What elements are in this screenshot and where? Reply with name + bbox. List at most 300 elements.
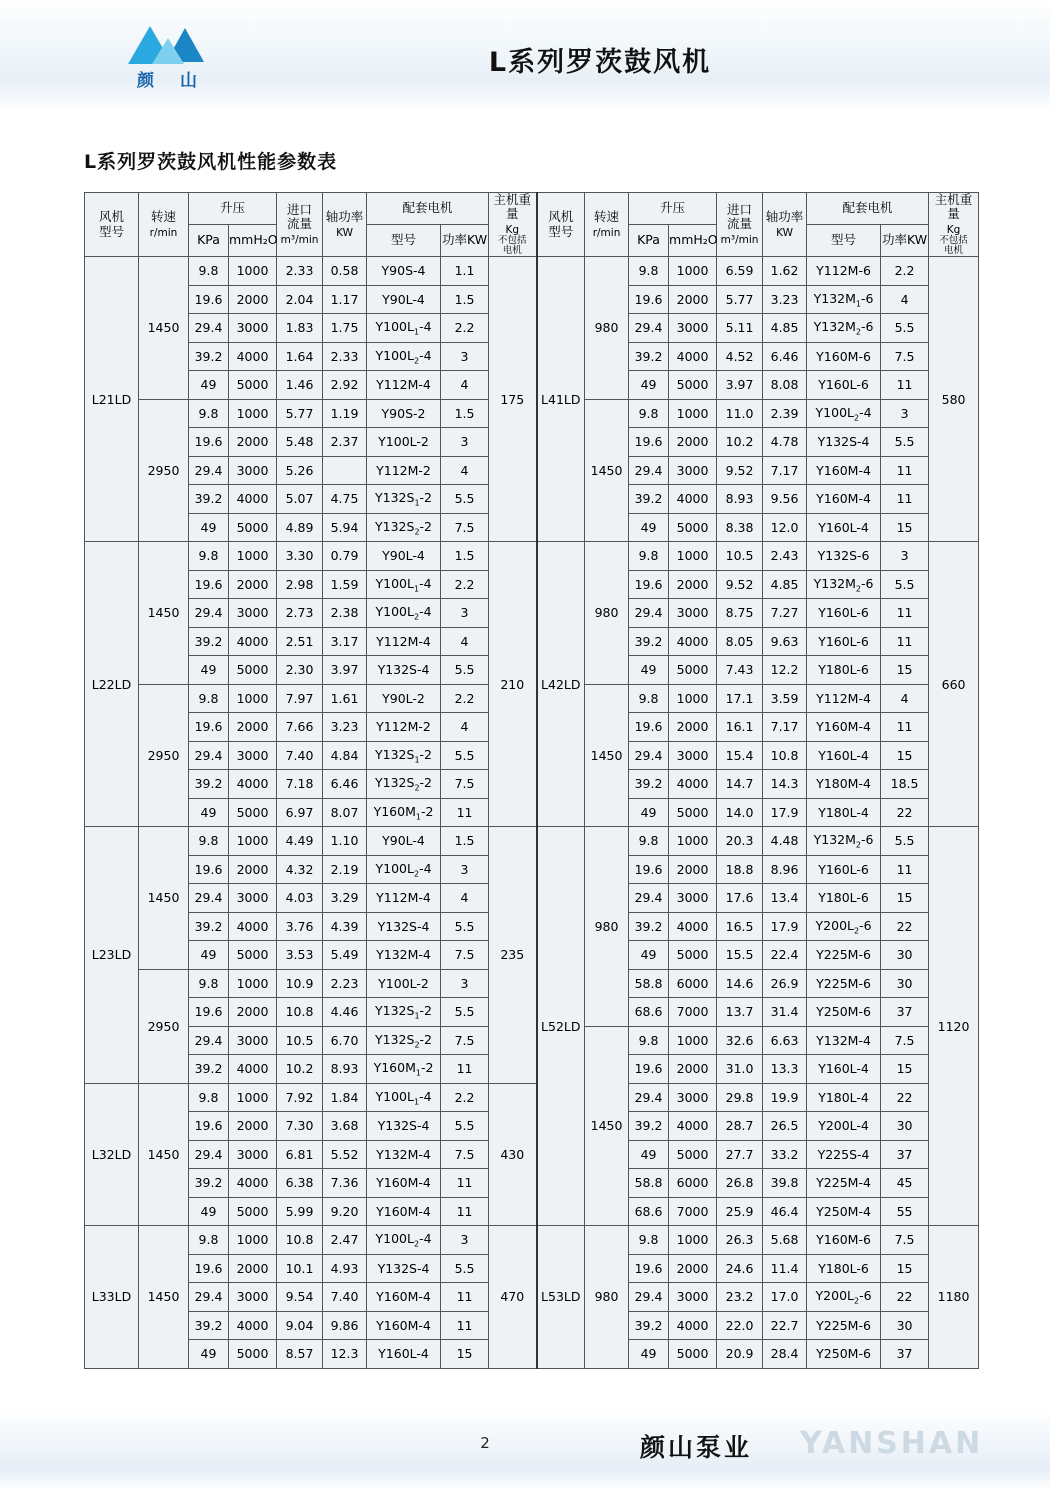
- cell-mmh2o: 1000: [669, 684, 717, 713]
- cell-flow: 6.97: [277, 798, 323, 827]
- cell-kpa: 29.4: [189, 599, 229, 628]
- cell-motor-power: 5.5: [441, 485, 489, 514]
- th-motor-right: 配套电机: [807, 193, 929, 225]
- cell-motor-power: 15: [881, 513, 929, 542]
- cell-motor-model: Y160L-6: [807, 599, 881, 628]
- cell-mmh2o: 2000: [669, 570, 717, 599]
- cell-motor-power: 11: [881, 599, 929, 628]
- cell-flow: 2.98: [277, 570, 323, 599]
- cell-mmh2o: 4000: [229, 1311, 277, 1340]
- cell-motor-power: 4: [441, 627, 489, 656]
- cell-shaft: 4.85: [763, 570, 807, 599]
- cell-shaft: 22.4: [763, 941, 807, 970]
- cell-rpm: 1450: [585, 684, 629, 827]
- cell-motor-power: 4: [441, 371, 489, 400]
- cell-shaft: 7.27: [763, 599, 807, 628]
- cell-mmh2o: 5000: [669, 656, 717, 685]
- cell-flow: 20.9: [717, 1340, 763, 1369]
- cell-kpa: 9.8: [629, 257, 669, 286]
- th-motor-model-left: 型号: [367, 225, 441, 257]
- cell-mmh2o: 1000: [229, 1083, 277, 1112]
- cell-kpa: 68.6: [629, 998, 669, 1027]
- cell-weight: 660: [929, 542, 979, 827]
- cell-motor-model: Y160M-4: [807, 713, 881, 742]
- cell-motor-power: 5.5: [441, 998, 489, 1027]
- cell-model: L32LD: [85, 1083, 139, 1226]
- cell-kpa: 19.6: [629, 713, 669, 742]
- th-kpa-right: KPa: [629, 225, 669, 257]
- cell-shaft: 28.4: [763, 1340, 807, 1369]
- cell-mmh2o: 3000: [669, 1083, 717, 1112]
- cell-motor-power: 3: [441, 969, 489, 998]
- cell-shaft: 1.62: [763, 257, 807, 286]
- th-mmh2o-right: mmH₂O: [669, 225, 717, 257]
- cell-flow: 28.7: [717, 1112, 763, 1141]
- cell-motor-model: $Y132S_2-2$: [367, 513, 441, 542]
- cell-rpm: 2950: [139, 399, 189, 542]
- cell-weight: 580: [929, 257, 979, 542]
- cell-motor-power: 3: [441, 428, 489, 457]
- performance-table: [84, 192, 979, 1369]
- cell-shaft: 7.17: [763, 456, 807, 485]
- cell-motor-power: 11: [881, 855, 929, 884]
- cell-mmh2o: 2000: [229, 285, 277, 314]
- cell-shaft: 4.93: [323, 1254, 367, 1283]
- footer-brand-cn: 颜山泵业: [640, 1433, 753, 1462]
- cell-shaft: 12.3: [323, 1340, 367, 1369]
- th-flow-right: 进口 流量 m³/min: [717, 193, 763, 257]
- cell-shaft: 17.9: [763, 798, 807, 827]
- cell-kpa: 39.2: [629, 1311, 669, 1340]
- cell-mmh2o: 2000: [669, 428, 717, 457]
- cell-kpa: 19.6: [189, 855, 229, 884]
- cell-motor-power: 11: [441, 1055, 489, 1084]
- cell-motor-model: $Y160M_1-2$: [367, 798, 441, 827]
- cell-flow: 1.64: [277, 342, 323, 371]
- cell-motor-model: Y180L-6: [807, 884, 881, 913]
- cell-shaft: 4.39: [323, 912, 367, 941]
- cell-motor-model: $Y132S_1-2$: [367, 485, 441, 514]
- cell-motor-model: Y250M-6: [807, 1340, 881, 1369]
- footer-brand-en: YANSHAN: [800, 1426, 984, 1461]
- cell-motor-model: Y180M-4: [807, 770, 881, 799]
- cell-motor-model: Y132M-4: [367, 941, 441, 970]
- cell-kpa: 29.4: [189, 314, 229, 343]
- cell-shaft: 13.3: [763, 1055, 807, 1084]
- cell-motor-model: $Y100L_2-4$: [367, 1226, 441, 1255]
- cell-shaft: 1.84: [323, 1083, 367, 1112]
- cell-mmh2o: 5000: [669, 1340, 717, 1369]
- cell-mmh2o: 1000: [669, 827, 717, 856]
- cell-flow: 3.97: [717, 371, 763, 400]
- cell-flow: 16.5: [717, 912, 763, 941]
- cell-shaft: 13.4: [763, 884, 807, 913]
- cell-mmh2o: 4000: [229, 770, 277, 799]
- cell-mmh2o: 3000: [669, 884, 717, 913]
- cell-shaft: 0.79: [323, 542, 367, 571]
- cell-kpa: 29.4: [189, 884, 229, 913]
- cell-kpa: 39.2: [189, 1055, 229, 1084]
- cell-flow: 15.4: [717, 741, 763, 770]
- cell-motor-power: 11: [441, 798, 489, 827]
- cell-flow: 7.97: [277, 684, 323, 713]
- cell-mmh2o: 5000: [669, 798, 717, 827]
- cell-mmh2o: 5000: [669, 1140, 717, 1169]
- cell-motor-power: 18.5: [881, 770, 929, 799]
- cell-rpm: 1450: [139, 257, 189, 400]
- cell-motor-model: Y180L-4: [807, 798, 881, 827]
- cell-shaft: 2.33: [323, 342, 367, 371]
- cell-motor-model: Y132S-4: [807, 428, 881, 457]
- cell-motor-model: Y132S-6: [807, 542, 881, 571]
- cell-mmh2o: 3000: [669, 1283, 717, 1312]
- cell-motor-model: Y132S-4: [367, 1254, 441, 1283]
- cell-motor-model: Y112M-4: [367, 371, 441, 400]
- cell-shaft: 12.0: [763, 513, 807, 542]
- cell-shaft: 7.17: [763, 713, 807, 742]
- cell-motor-model: $Y100L_2-4$: [807, 399, 881, 428]
- cell-flow: 5.77: [277, 399, 323, 428]
- cell-motor-model: $Y132S_1-2$: [367, 741, 441, 770]
- cell-kpa: 29.4: [629, 741, 669, 770]
- cell-motor-power: 30: [881, 1112, 929, 1141]
- cell-motor-power: 22: [881, 1283, 929, 1312]
- cell-flow: 10.2: [717, 428, 763, 457]
- cell-motor-power: 2.2: [881, 257, 929, 286]
- cell-mmh2o: 3000: [669, 599, 717, 628]
- cell-flow: 4.03: [277, 884, 323, 913]
- cell-mmh2o: 4000: [229, 342, 277, 371]
- cell-kpa: 9.8: [189, 684, 229, 713]
- cell-shaft: 8.07: [323, 798, 367, 827]
- cell-motor-power: 2.2: [441, 1083, 489, 1112]
- cell-motor-power: 4: [441, 713, 489, 742]
- cell-motor-power: 3: [881, 399, 929, 428]
- cell-kpa: 9.8: [189, 257, 229, 286]
- cell-motor-model: Y160M-6: [807, 342, 881, 371]
- cell-motor-model: Y160M-4: [807, 485, 881, 514]
- cell-flow: 23.2: [717, 1283, 763, 1312]
- cell-kpa: 39.2: [629, 770, 669, 799]
- cell-motor-model: $Y100L_1-4$: [367, 1083, 441, 1112]
- cell-motor-power: 11: [441, 1169, 489, 1198]
- cell-mmh2o: 5000: [229, 1197, 277, 1226]
- cell-flow: 8.75: [717, 599, 763, 628]
- cell-flow: 11.0: [717, 399, 763, 428]
- cell-motor-power: 1.5: [441, 285, 489, 314]
- cell-kpa: 9.8: [189, 1083, 229, 1112]
- cell-motor-power: 5.5: [441, 656, 489, 685]
- cell-motor-model: Y90S-4: [367, 257, 441, 286]
- cell-motor-model: Y180L-4: [807, 1083, 881, 1112]
- cell-motor-model: Y160L-4: [807, 513, 881, 542]
- cell-motor-power: 15: [881, 884, 929, 913]
- cell-mmh2o: 5000: [229, 656, 277, 685]
- cell-kpa: 29.4: [629, 456, 669, 485]
- cell-shaft: 8.08: [763, 371, 807, 400]
- cell-mmh2o: 1000: [229, 827, 277, 856]
- cell-flow: 9.52: [717, 570, 763, 599]
- cell-motor-power: 7.5: [881, 1226, 929, 1255]
- cell-motor-model: $Y100L_2-4$: [367, 855, 441, 884]
- cell-mmh2o: 1000: [669, 399, 717, 428]
- cell-motor-power: 4: [441, 456, 489, 485]
- cell-mmh2o: 5000: [229, 371, 277, 400]
- cell-motor-power: 1.5: [441, 542, 489, 571]
- cell-shaft: 1.75: [323, 314, 367, 343]
- cell-flow: 7.43: [717, 656, 763, 685]
- cell-shaft: 5.49: [323, 941, 367, 970]
- cell-motor-model: $Y100L_1-4$: [367, 314, 441, 343]
- cell-motor-model: $Y132S_2-2$: [367, 770, 441, 799]
- cell-motor-power: 7.5: [441, 1026, 489, 1055]
- cell-motor-model: Y160L-4: [807, 1055, 881, 1084]
- cell-flow: 4.49: [277, 827, 323, 856]
- cell-kpa: 29.4: [629, 599, 669, 628]
- th-weight-left: 主机重量 Kg 不包括 电机: [489, 193, 537, 257]
- cell-motor-power: 11: [881, 485, 929, 514]
- cell-flow: 17.1: [717, 684, 763, 713]
- cell-flow: 5.48: [277, 428, 323, 457]
- cell-kpa: 39.2: [189, 1169, 229, 1198]
- cell-motor-power: 22: [881, 912, 929, 941]
- cell-shaft: 4.85: [763, 314, 807, 343]
- cell-flow: 24.6: [717, 1254, 763, 1283]
- cell-motor-power: 22: [881, 798, 929, 827]
- cell-flow: 17.6: [717, 884, 763, 913]
- cell-motor-model: Y250M-6: [807, 998, 881, 1027]
- cell-shaft: 5.94: [323, 513, 367, 542]
- cell-motor-model: Y112M-2: [367, 713, 441, 742]
- cell-shaft: 6.70: [323, 1026, 367, 1055]
- cell-flow: 5.07: [277, 485, 323, 514]
- cell-weight: 430: [489, 1083, 537, 1226]
- cell-motor-model: Y112M-2: [367, 456, 441, 485]
- table-row: [85, 542, 979, 571]
- cell-shaft: 3.59: [763, 684, 807, 713]
- cell-kpa: 19.6: [629, 428, 669, 457]
- cell-mmh2o: 2000: [669, 713, 717, 742]
- th-motor-left: 配套电机: [367, 193, 489, 225]
- cell-flow: 7.18: [277, 770, 323, 799]
- cell-weight: 235: [489, 827, 537, 1084]
- cell-mmh2o: 3000: [229, 1026, 277, 1055]
- cell-motor-power: 5.5: [441, 1112, 489, 1141]
- cell-motor-model: Y90L-2: [367, 684, 441, 713]
- cell-motor-model: Y90S-2: [367, 399, 441, 428]
- cell-motor-power: 1.1: [441, 257, 489, 286]
- cell-kpa: 39.2: [629, 1112, 669, 1141]
- cell-shaft: 1.19: [323, 399, 367, 428]
- cell-flow: 3.53: [277, 941, 323, 970]
- cell-flow: 3.30: [277, 542, 323, 571]
- cell-kpa: 49: [629, 371, 669, 400]
- cell-kpa: 29.4: [629, 314, 669, 343]
- cell-motor-power: 3: [441, 599, 489, 628]
- cell-flow: 10.5: [277, 1026, 323, 1055]
- cell-shaft: 14.3: [763, 770, 807, 799]
- cell-flow: 16.1: [717, 713, 763, 742]
- cell-kpa: 39.2: [189, 627, 229, 656]
- cell-kpa: 19.6: [189, 285, 229, 314]
- cell-shaft: 4.75: [323, 485, 367, 514]
- cell-motor-model: Y160M-6: [807, 1226, 881, 1255]
- cell-flow: 9.04: [277, 1311, 323, 1340]
- cell-motor-power: 7.5: [441, 941, 489, 970]
- cell-motor-power: 11: [881, 713, 929, 742]
- cell-motor-model: Y90L-4: [367, 827, 441, 856]
- cell-flow: 8.93: [717, 485, 763, 514]
- cell-mmh2o: 1000: [229, 542, 277, 571]
- cell-motor-power: 3: [441, 1226, 489, 1255]
- cell-motor-power: 4: [881, 684, 929, 713]
- cell-motor-model: Y180L-6: [807, 1254, 881, 1283]
- cell-mmh2o: 3000: [669, 456, 717, 485]
- cell-motor-model: Y225M-4: [807, 1169, 881, 1198]
- cell-motor-power: 5.5: [881, 428, 929, 457]
- th-model-left: 风机 型号: [85, 193, 139, 257]
- cell-mmh2o: 1000: [669, 1226, 717, 1255]
- cell-motor-power: 30: [881, 1311, 929, 1340]
- cell-motor-model: $Y132M_1-6$: [807, 285, 881, 314]
- cell-kpa: 49: [189, 1197, 229, 1226]
- cell-mmh2o: 6000: [669, 1169, 717, 1198]
- cell-motor-power: 4: [441, 884, 489, 913]
- cell-shaft: 33.2: [763, 1140, 807, 1169]
- cell-motor-power: 2.2: [441, 570, 489, 599]
- cell-mmh2o: 3000: [669, 741, 717, 770]
- cell-motor-power: 11: [441, 1311, 489, 1340]
- cell-mmh2o: 1000: [229, 399, 277, 428]
- table-row: [85, 1226, 979, 1255]
- cell-motor-model: Y160L-6: [807, 627, 881, 656]
- cell-weight: 470: [489, 1226, 537, 1369]
- cell-rpm: 2950: [139, 684, 189, 827]
- cell-mmh2o: 2000: [229, 713, 277, 742]
- cell-mmh2o: 2000: [229, 428, 277, 457]
- cell-rpm: 1450: [139, 1226, 189, 1369]
- cell-motor-power: 30: [881, 969, 929, 998]
- cell-shaft: 9.56: [763, 485, 807, 514]
- cell-motor-power: 3: [441, 342, 489, 371]
- th-flow-left: 进口 流量 m³/min: [277, 193, 323, 257]
- cell-motor-model: $Y100L_2-4$: [367, 599, 441, 628]
- cell-kpa: 39.2: [189, 342, 229, 371]
- cell-kpa: 39.2: [189, 912, 229, 941]
- cell-kpa: 29.4: [189, 741, 229, 770]
- cell-kpa: 9.8: [629, 1226, 669, 1255]
- cell-model: L52LD: [537, 827, 585, 1226]
- cell-motor-model: Y90L-4: [367, 285, 441, 314]
- cell-shaft: 2.19: [323, 855, 367, 884]
- cell-motor-power: 11: [881, 371, 929, 400]
- cell-shaft: 6.46: [323, 770, 367, 799]
- cell-shaft: 9.63: [763, 627, 807, 656]
- cell-shaft: 6.46: [763, 342, 807, 371]
- header-row-1: [85, 193, 979, 225]
- cell-kpa: 49: [629, 1140, 669, 1169]
- cell-kpa: 49: [189, 513, 229, 542]
- cell-motor-power: 15: [881, 741, 929, 770]
- cell-rpm: 2950: [139, 969, 189, 1083]
- cell-kpa: 39.2: [189, 770, 229, 799]
- cell-model: L53LD: [537, 1226, 585, 1369]
- cell-mmh2o: 1000: [229, 1226, 277, 1255]
- cell-model: L33LD: [85, 1226, 139, 1369]
- cell-motor-power: 2.2: [441, 684, 489, 713]
- cell-kpa: 19.6: [189, 428, 229, 457]
- cell-model: L21LD: [85, 257, 139, 542]
- cell-shaft: 4.84: [323, 741, 367, 770]
- cell-kpa: 29.4: [189, 1140, 229, 1169]
- cell-motor-power: 4: [881, 285, 929, 314]
- cell-flow: 10.5: [717, 542, 763, 571]
- cell-flow: 1.46: [277, 371, 323, 400]
- cell-flow: 5.26: [277, 456, 323, 485]
- cell-rpm: 1450: [139, 542, 189, 685]
- cell-motor-model: $Y200L_2-6$: [807, 1283, 881, 1312]
- cell-mmh2o: 1000: [669, 257, 717, 286]
- cell-motor-model: Y160M-4: [807, 456, 881, 485]
- cell-mmh2o: 4000: [669, 627, 717, 656]
- cell-motor-model: Y100L-2: [367, 969, 441, 998]
- cell-kpa: 19.6: [629, 285, 669, 314]
- cell-mmh2o: 3000: [229, 1140, 277, 1169]
- cell-flow: 5.99: [277, 1197, 323, 1226]
- cell-motor-model: Y112M-4: [367, 884, 441, 913]
- cell-flow: 10.8: [277, 998, 323, 1027]
- cell-kpa: 58.8: [629, 969, 669, 998]
- cell-motor-power: 5.5: [881, 570, 929, 599]
- cell-motor-power: 7.5: [441, 513, 489, 542]
- cell-motor-power: 5.5: [441, 912, 489, 941]
- cell-shaft: 9.86: [323, 1311, 367, 1340]
- cell-shaft: 3.17: [323, 627, 367, 656]
- page-title: L系列罗茨鼓风机: [488, 47, 712, 78]
- cell-motor-model: Y180L-6: [807, 656, 881, 685]
- cell-mmh2o: 4000: [669, 770, 717, 799]
- cell-flow: 2.30: [277, 656, 323, 685]
- cell-mmh2o: 4000: [669, 342, 717, 371]
- cell-kpa: 9.8: [629, 1026, 669, 1055]
- cell-rpm: 1450: [585, 399, 629, 542]
- cell-shaft: 19.9: [763, 1083, 807, 1112]
- cell-shaft: 3.29: [323, 884, 367, 913]
- cell-shaft: 2.37: [323, 428, 367, 457]
- cell-kpa: 49: [189, 941, 229, 970]
- th-motor-model-right: 型号: [807, 225, 881, 257]
- cell-flow: 10.1: [277, 1254, 323, 1283]
- performance-table-wrap: [84, 192, 973, 1369]
- cell-flow: 26.3: [717, 1226, 763, 1255]
- cell-kpa: 19.6: [189, 1112, 229, 1141]
- cell-kpa: 49: [629, 798, 669, 827]
- cell-mmh2o: 5000: [229, 798, 277, 827]
- cell-flow: 26.8: [717, 1169, 763, 1198]
- cell-motor-power: 11: [441, 1197, 489, 1226]
- cell-flow: 20.3: [717, 827, 763, 856]
- cell-motor-model: $Y100L_2-4$: [367, 342, 441, 371]
- cell-motor-model: Y132S-4: [367, 656, 441, 685]
- th-motor-power-left: 功率KW: [441, 225, 489, 257]
- cell-motor-power: 45: [881, 1169, 929, 1198]
- cell-flow: 22.0: [717, 1311, 763, 1340]
- cell-mmh2o: 4000: [229, 912, 277, 941]
- cell-motor-model: Y112M-6: [807, 257, 881, 286]
- th-rpm-right: 转速 r/min: [585, 193, 629, 257]
- cell-mmh2o: 5000: [229, 941, 277, 970]
- logo-text: 颜 山: [137, 71, 207, 91]
